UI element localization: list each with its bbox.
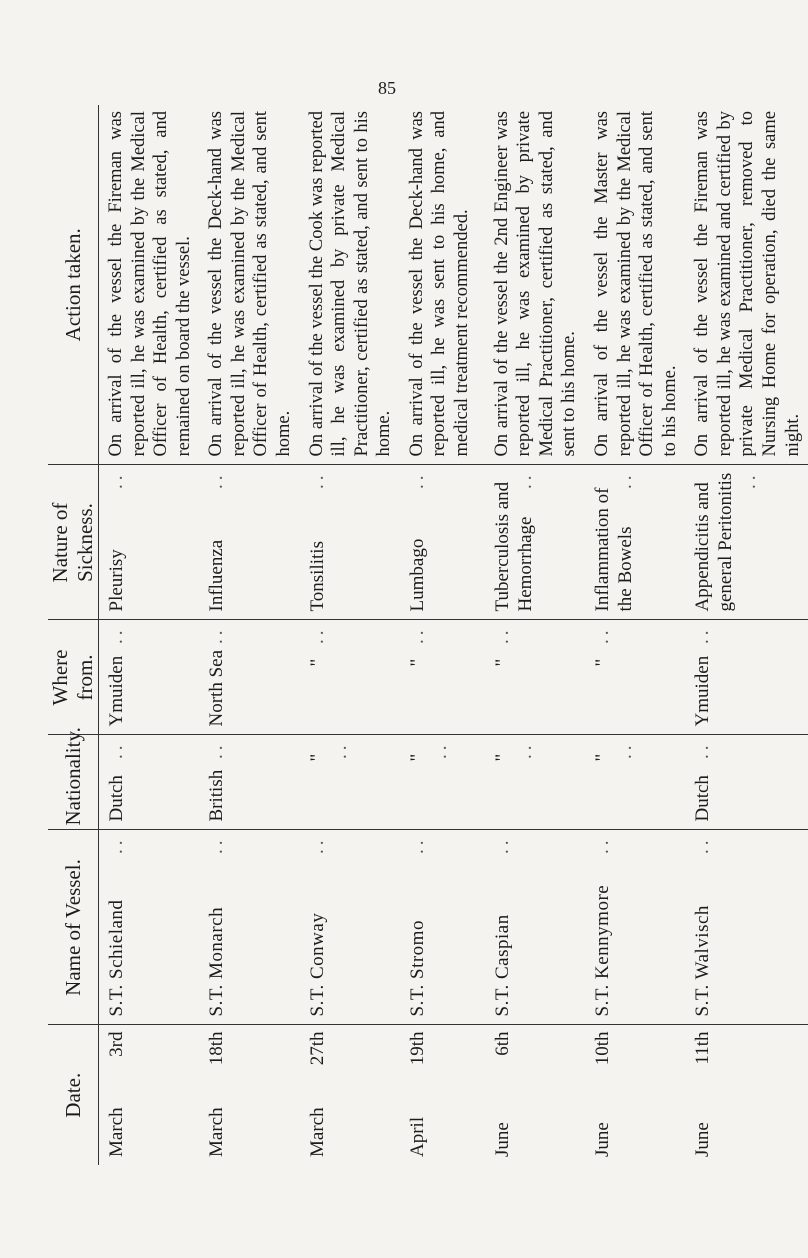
action-text: On arrival of the vessel the Master was reported ill, he was examined by the Medical Officer of Health, certified as stated, and sent to his home.	[592, 111, 680, 457]
vessel-name: S.T. Schieland	[106, 899, 127, 1017]
date-day: 18th	[206, 1031, 228, 1066]
table-row	[585, 105, 685, 1165]
sickness-value: Lumbago	[406, 538, 428, 612]
leader-dots: ..	[615, 741, 637, 759]
action-text: On arrival of the vessel the Cook was reported ill, he was examined by private Medical Practitioner, certified as stated, and sent to his home.	[306, 111, 395, 457]
leader-dots: ..	[491, 836, 513, 854]
leader-dots: ..	[406, 836, 428, 854]
leader-dots: ..	[429, 741, 451, 759]
sickness-cell	[400, 465, 485, 620]
date-day: 3rd	[106, 1031, 127, 1057]
vessel-name: S.T. Kennymore	[592, 884, 613, 1017]
sickness-value: Tuberculosis and Hemorrhage	[491, 481, 536, 612]
where-from-cell	[585, 620, 685, 735]
nationality-cell	[585, 735, 685, 830]
nationality-cell	[300, 735, 400, 830]
action-text: On arrival of the vessel the Deck-hand was reported ill, he was examined by the Medical Officer of Health, certified as stated, and sent home.	[206, 111, 294, 457]
date-cell	[485, 1025, 585, 1165]
sickness-value: Tonsilitis	[306, 541, 328, 612]
date-day: 19th	[406, 1031, 428, 1066]
header-action: Action taken.	[48, 105, 99, 465]
nationality-cell	[99, 735, 200, 830]
leader-dots: ..	[514, 741, 536, 759]
vessel-name: S.T. Conway	[306, 912, 328, 1017]
date-month: June	[692, 1122, 714, 1157]
nationality-value: Dutch	[692, 775, 714, 822]
leader-dots: ..	[615, 471, 637, 489]
leader-dots: ..	[406, 471, 428, 489]
date-day: 6th	[491, 1031, 513, 1056]
leader-dots: ..	[592, 626, 613, 644]
date-month: March	[106, 1107, 127, 1157]
date-cell	[685, 1025, 808, 1165]
leader-dots: ..	[329, 741, 351, 759]
action-cell	[485, 105, 585, 465]
nationality-value: "	[491, 753, 513, 762]
action-text: On arrival of the vessel the Fireman was reported ill, he was examined and certified by private Medical Practitioner, removed to Nursing Home for operation, died the same night.	[692, 111, 803, 457]
where-from-value: "	[491, 658, 513, 667]
where-from-value: Ymuiden	[692, 655, 714, 727]
where-from-cell	[99, 620, 200, 735]
vessel-name: S.T. Stromo	[406, 920, 428, 1017]
table-row	[400, 105, 485, 1165]
leader-dots: ..	[106, 836, 127, 854]
vessel-cell	[300, 830, 400, 1025]
where-from-cell	[300, 620, 400, 735]
leader-dots: ..	[692, 626, 714, 644]
nationality-value: "	[406, 753, 428, 762]
date-cell	[400, 1025, 485, 1165]
where-from-value: North Sea	[206, 649, 228, 727]
date-cell	[199, 1025, 299, 1165]
nationality-value: "	[306, 753, 328, 762]
leader-dots: ..	[306, 626, 328, 644]
action-text: On arrival of the vessel the 2nd Engineer was reported ill, he was examined by private Medical Practitioner, certified as stated, and sent to his home.	[491, 111, 580, 457]
table-row	[300, 105, 400, 1165]
header-row	[48, 105, 99, 1165]
sickness-cell	[585, 465, 685, 620]
date-month: June	[592, 1122, 613, 1157]
leader-dots: ..	[592, 836, 613, 854]
vessel-cell	[685, 830, 808, 1025]
leader-dots: ..	[106, 626, 127, 644]
action-cell	[199, 105, 299, 465]
sickness-cell	[99, 465, 200, 620]
header-date: Date.	[48, 1025, 99, 1165]
leader-dots: ..	[106, 471, 127, 489]
table-row	[485, 105, 585, 1165]
sickness-cell	[300, 465, 400, 620]
action-text: On arrival of the vessel the Deck-hand was reported ill, he was sent to his home, and medical treatment recommended.	[406, 111, 472, 457]
table-row	[99, 105, 200, 1165]
header-where-from: Where from.	[48, 620, 99, 735]
where-from-value: "	[406, 658, 428, 667]
date-cell	[585, 1025, 685, 1165]
leader-dots: ..	[306, 836, 328, 854]
leader-dots: ..	[406, 626, 428, 644]
vessel-cell	[485, 830, 585, 1025]
leader-dots: ..	[206, 471, 228, 489]
leader-dots: ..	[738, 471, 760, 489]
date-month: June	[491, 1122, 513, 1157]
leader-dots: ..	[206, 741, 228, 759]
leader-dots: ..	[514, 471, 536, 489]
date-cell	[99, 1025, 200, 1165]
where-from-cell	[199, 620, 299, 735]
action-cell	[400, 105, 485, 465]
where-from-cell	[400, 620, 485, 735]
where-from-cell	[485, 620, 585, 735]
sickness-cell	[685, 465, 808, 620]
table-row	[199, 105, 299, 1165]
where-from-cell	[685, 620, 808, 735]
vessel-cell	[99, 830, 200, 1025]
header-sickness: Nature of Sickness.	[48, 465, 99, 620]
header-nationality: Nationality.	[48, 735, 99, 830]
sickness-value: Pleurisy	[106, 549, 127, 612]
action-cell	[685, 105, 808, 465]
table-row	[685, 105, 808, 1165]
vessel-cell	[585, 830, 685, 1025]
leader-dots: ..	[206, 626, 228, 644]
date-day: 27th	[306, 1031, 328, 1066]
vessel-name: S.T. Walvisch	[692, 905, 714, 1017]
page-number: 85	[378, 78, 396, 98]
where-from-value: "	[306, 658, 328, 667]
sickness-value: Influenza	[206, 539, 228, 612]
date-cell	[300, 1025, 400, 1165]
leader-dots: ..	[206, 836, 228, 854]
leader-dots: ..	[306, 471, 328, 489]
action-cell	[585, 105, 685, 465]
leader-dots: ..	[692, 741, 714, 759]
vessel-cell	[199, 830, 299, 1025]
date-month: April	[406, 1116, 428, 1157]
date-day: 11th	[692, 1031, 714, 1065]
vessel-name: S.T. Monarch	[206, 906, 228, 1017]
nationality-cell	[685, 735, 808, 830]
action-cell	[300, 105, 400, 465]
nationality-cell	[199, 735, 299, 830]
sickness-cell	[199, 465, 299, 620]
sickness-cell	[485, 465, 585, 620]
leader-dots: ..	[106, 741, 127, 759]
nationality-value: Dutch	[106, 775, 127, 822]
date-month: March	[306, 1107, 328, 1157]
action-text: On arrival of the vessel the Fireman was reported ill, he was examined by the Medical Officer of Health, certified as stated, and remained on board the vessel.	[106, 111, 194, 457]
vessel-name: S.T. Caspian	[491, 914, 513, 1017]
vessel-cell	[400, 830, 485, 1025]
action-cell	[99, 105, 200, 465]
sickness-value: Appendicitis and general Peritonitis	[692, 472, 737, 612]
leader-dots: ..	[491, 626, 513, 644]
nationality-cell	[485, 735, 585, 830]
where-from-value: Ymuiden	[106, 655, 127, 727]
header-vessel: Name of Vessel.	[48, 830, 99, 1025]
sickness-table	[48, 105, 808, 1165]
sickness-value: Inflammation of the Bowels	[592, 487, 637, 612]
leader-dots: ..	[692, 836, 714, 854]
date-month: March	[206, 1107, 228, 1157]
nationality-cell	[400, 735, 485, 830]
sickness-table-rotated	[48, 105, 803, 1165]
nationality-value: "	[592, 753, 613, 762]
nationality-value: British	[206, 769, 228, 822]
where-from-value: "	[592, 658, 613, 667]
date-day: 10th	[592, 1031, 613, 1066]
